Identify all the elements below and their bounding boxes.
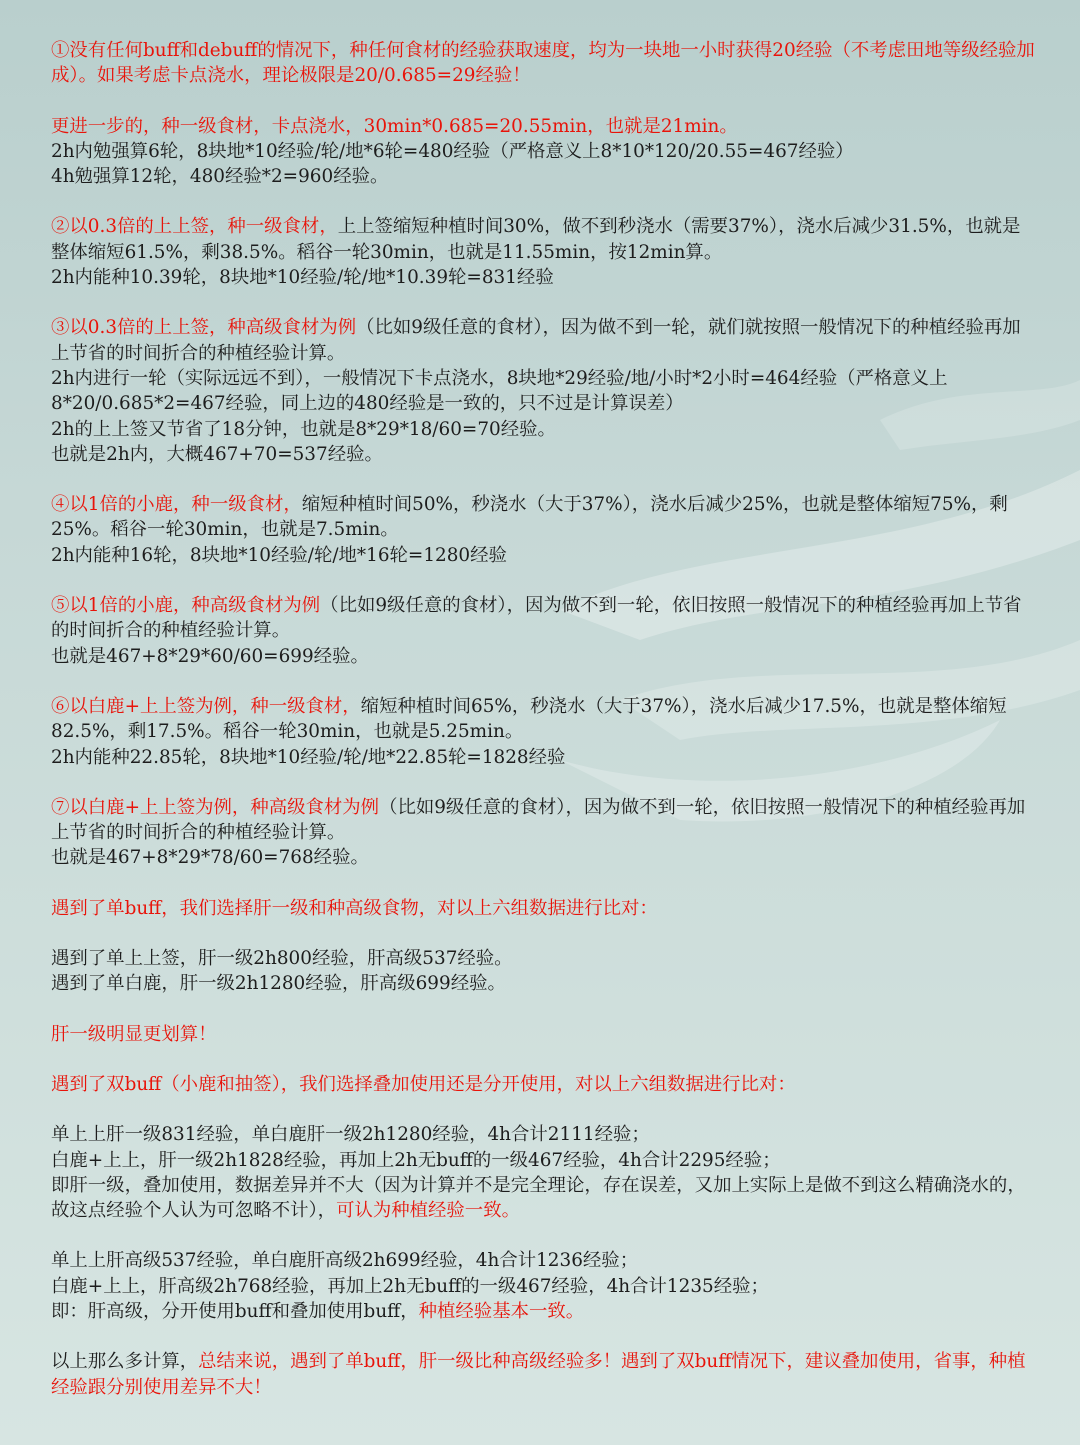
p3-line-2: 2h内能种10.39轮，8块地*10经验/轮/地*10.39轮=831经验: [51, 267, 554, 289]
p7-line-2: 2h内能种22.85轮，8块地*10经验/轮/地*22.85轮=1828经验: [51, 746, 566, 768]
p2-line-2: 2h内勉强算6轮，8块地*10经验/轮/地*6轮=480经验（严格意义上8*10*120/20.55=467经验）: [51, 140, 854, 162]
paragraph-15: [51, 1349, 1036, 1400]
p13-highlight: 可认为种植经验一致。: [336, 1200, 520, 1222]
p5-text: 缩短种植时间50%，秒浇水（大于37%），浇水后减少25%，也就是整体缩短75%，剩25%。稻谷一轮30min，也就是7.5min。: [51, 494, 1008, 541]
paragraph-7: [51, 694, 1036, 770]
paragraph-10: [51, 946, 1036, 997]
p4-heading: ③以0.3倍的上上签，种高级食材为例: [51, 317, 357, 339]
p3-heading: ②以0.3倍的上上签，种一级食材，: [51, 216, 338, 238]
paragraph-14: [51, 1248, 1036, 1324]
p14-line-2: 白鹿+上上，肝高级2h768经验，再加上2h无buff的一级467经验，4h合计1235经验；: [51, 1275, 769, 1297]
p13-line-3: 即肝一级，叠加使用，数据差异并不大（因为计算并不是完全理论，存在误差，又加上实际上是做不到这么精确浇水的，故这点经验个人认为可忽略不计），: [51, 1174, 1026, 1222]
paragraph-13: [51, 1122, 1036, 1223]
single-buff-heading: 遇到了单buff，我们选择肝一级和种高级食物，对以上六组数据进行比对：: [51, 897, 658, 919]
paragraph-11: [51, 1022, 1036, 1047]
p5-line-2: 2h内能种16轮，8块地*10经验/轮/地*16轮=1280经验: [51, 544, 507, 566]
double-buff-heading: 遇到了双buff（小鹿和抽签），我们选择叠加使用还是分开使用，对以上六组数据进行比对：: [51, 1073, 796, 1095]
p6-line-2: 也就是467+8*29*60/60=699经验。: [51, 645, 369, 667]
p7-heading: ⑥以白鹿+上上签为例，种一级食材，: [51, 695, 361, 717]
p6-text: （比如9级任意的食材），因为做不到一轮，依旧按照一般情况下的种植经验再加上节省的时间折合的种植经验计算。: [51, 595, 1022, 642]
p13-line-1: 单上上肝一级831经验，单白鹿肝一级2h1280经验，4h合计2111经验；: [51, 1124, 650, 1146]
p14-line-1: 单上上肝高级537经验，单白鹿肝高级2h699经验，4h合计1236经验；: [51, 1250, 639, 1272]
p6-heading: ⑤以1倍的小鹿，种高级食材为例: [51, 595, 321, 617]
paragraph-1: [51, 38, 1036, 89]
paragraph-8: [51, 795, 1036, 871]
p3-text: 上上签缩短种植时间30%，做不到秒浇水（需要37%），浇水后减少31.5%，也就是整体缩短61.5%，剩38.5%。稻谷一轮30min，也就是11.55min，按12min算。: [51, 216, 1021, 263]
p10-line-1: 遇到了单上上签，肝一级2h800经验，肝高级537经验。: [51, 948, 513, 970]
p4-text: （比如9级任意的食材），因为做不到一轮，就们就按照一般情况下的种植经验再加上节省的时间折合的种植经验计算。: [51, 317, 1021, 364]
summary-conclusion: 总结来说，遇到了单buff，肝一级比种高级经验多！遇到了双buff情况下，建议叠加使用，省事，种植经验跟分别使用差异不大！: [51, 1351, 1026, 1398]
p2-line-3: 4h勉强算12轮，480经验*2=960经验。: [51, 166, 389, 188]
p10-line-2: 遇到了单白鹿，肝一级2h1280经验，肝高级699经验。: [51, 973, 506, 995]
paragraph-3: [51, 214, 1036, 290]
p8-heading: ⑦以白鹿+上上签为例，种高级食材为例: [51, 796, 380, 818]
p14-highlight: 种植经验基本一致。: [418, 1300, 585, 1322]
paragraph-5: [51, 492, 1036, 568]
p8-line-2: 也就是467+8*29*78/60=768经验。: [51, 847, 369, 869]
p4-line-4: 也就是2h内，大概467+70=537经验。: [51, 443, 383, 465]
paragraph-6: [51, 593, 1036, 669]
p4-line-3: 2h的上上签又节省了18分钟，也就是8*29*18/60=70经验。: [51, 418, 556, 440]
document-body: [51, 38, 1036, 1400]
conclusion-single-buff: 肝一级明显更划算！: [51, 1023, 217, 1045]
p14-line-3: 即：肝高级，分开使用buff和叠加使用buff，: [51, 1300, 419, 1322]
p13-line-2: 白鹿+上上，肝一级2h1828经验，再加上2h无buff的一级467经验，4h合计2295经验；: [51, 1149, 781, 1171]
p8-text: （比如9级任意的食材），因为做不到一轮，依旧按照一般情况下的种植经验再加上节省的时间折合的种植经验计算。: [51, 796, 1026, 844]
intro-text: ①没有任何buff和debuff的情况下，种任何食材的经验获取速度，均为一块地一小时获得20经验（不考虑田地等级经验加成）。如果考虑卡点浇水，理论极限是20/0.685=29经验！: [51, 40, 1035, 87]
paragraph-12: [51, 1072, 1036, 1097]
p2-line-1: 更进一步的，种一级食材，卡点浇水，30min*0.685=20.55min，也就是21min。: [51, 115, 738, 137]
paragraph-2: [51, 114, 1036, 190]
p5-heading: ④以1倍的小鹿，种一级食材，: [51, 494, 302, 516]
paragraph-9: [51, 896, 1036, 921]
p7-text: 缩短种植时间65%，秒浇水（大于37%），浇水后减少17.5%，也就是整体缩短82.5%，剩17.5%。稻谷一轮30min，也就是5.25min。: [51, 695, 1007, 743]
summary-lead: 以上那么多计算，: [51, 1351, 199, 1373]
p4-line-2: 2h内进行一轮（实际远远不到），一般情况下卡点浇水，8块地*29经验/地/小时*2小时=464经验（严格意义上8*20/0.685*2=467经验，同上边的480经验是一致的，只不过是计算误差）: [51, 367, 948, 415]
paragraph-4: [51, 315, 1036, 467]
